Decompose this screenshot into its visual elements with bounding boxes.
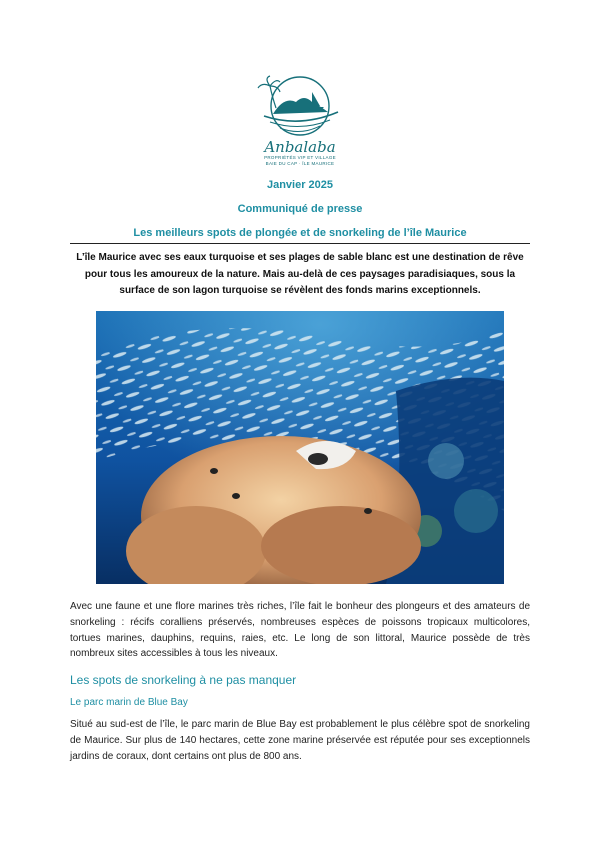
section-title: Les spots de snorkeling à ne pas manquer	[70, 673, 297, 687]
underwater-reef-fish-photo	[96, 311, 504, 584]
page-title: Les meilleurs spots de plongée et de snorkeling de l’île Maurice	[133, 227, 467, 239]
brand-name: Anbalaba	[264, 138, 336, 156]
body-paragraph-1: Avec une faune et une flore marines très riches, l’île fait le bonheur des plongeurs et des amateurs de snorkeling : récifs coralliens préservés, nombreuses espèces de poissons tropicaux multicolores, tortues marines, dauphins, requins, raies, etc. Le long de son littoral, Maurice possède de très nombreux sites accessibles à tous les niveaux.	[70, 601, 530, 660]
release-date: Janvier 2025	[266, 179, 334, 191]
subsection-title: Le parc marin de Blue Bay	[70, 697, 188, 708]
intro-paragraph: L’île Maurice avec ses eaux turquoise et ses plages de sable blanc est une destination de rêve pour tous les amoureux de la nature. Mais au-delà de ces paysages paradisiaques, sous la surface de son lagon turquoise se révèlent des fonds marins exceptionnels.	[76, 252, 524, 296]
title-divider	[70, 243, 530, 244]
document-type: Communiqué de presse	[237, 203, 363, 215]
body-paragraph-2: Situé au sud-est de l’île, le parc marin de Blue Bay est probablement le plus célèbre spot de snorkeling de Maurice. Sur plus de 140 hectares, cette zone marine préservée est réputée pour ses exceptionnels jardins de coraux, dont certains ont plus de 800 ans.	[70, 719, 530, 762]
brand-location: BAIE DU CAP · ÎLE MAURICE	[265, 161, 335, 166]
brand-tagline: PROPRIÉTÉS VIP ET VILLAGE	[264, 155, 336, 160]
